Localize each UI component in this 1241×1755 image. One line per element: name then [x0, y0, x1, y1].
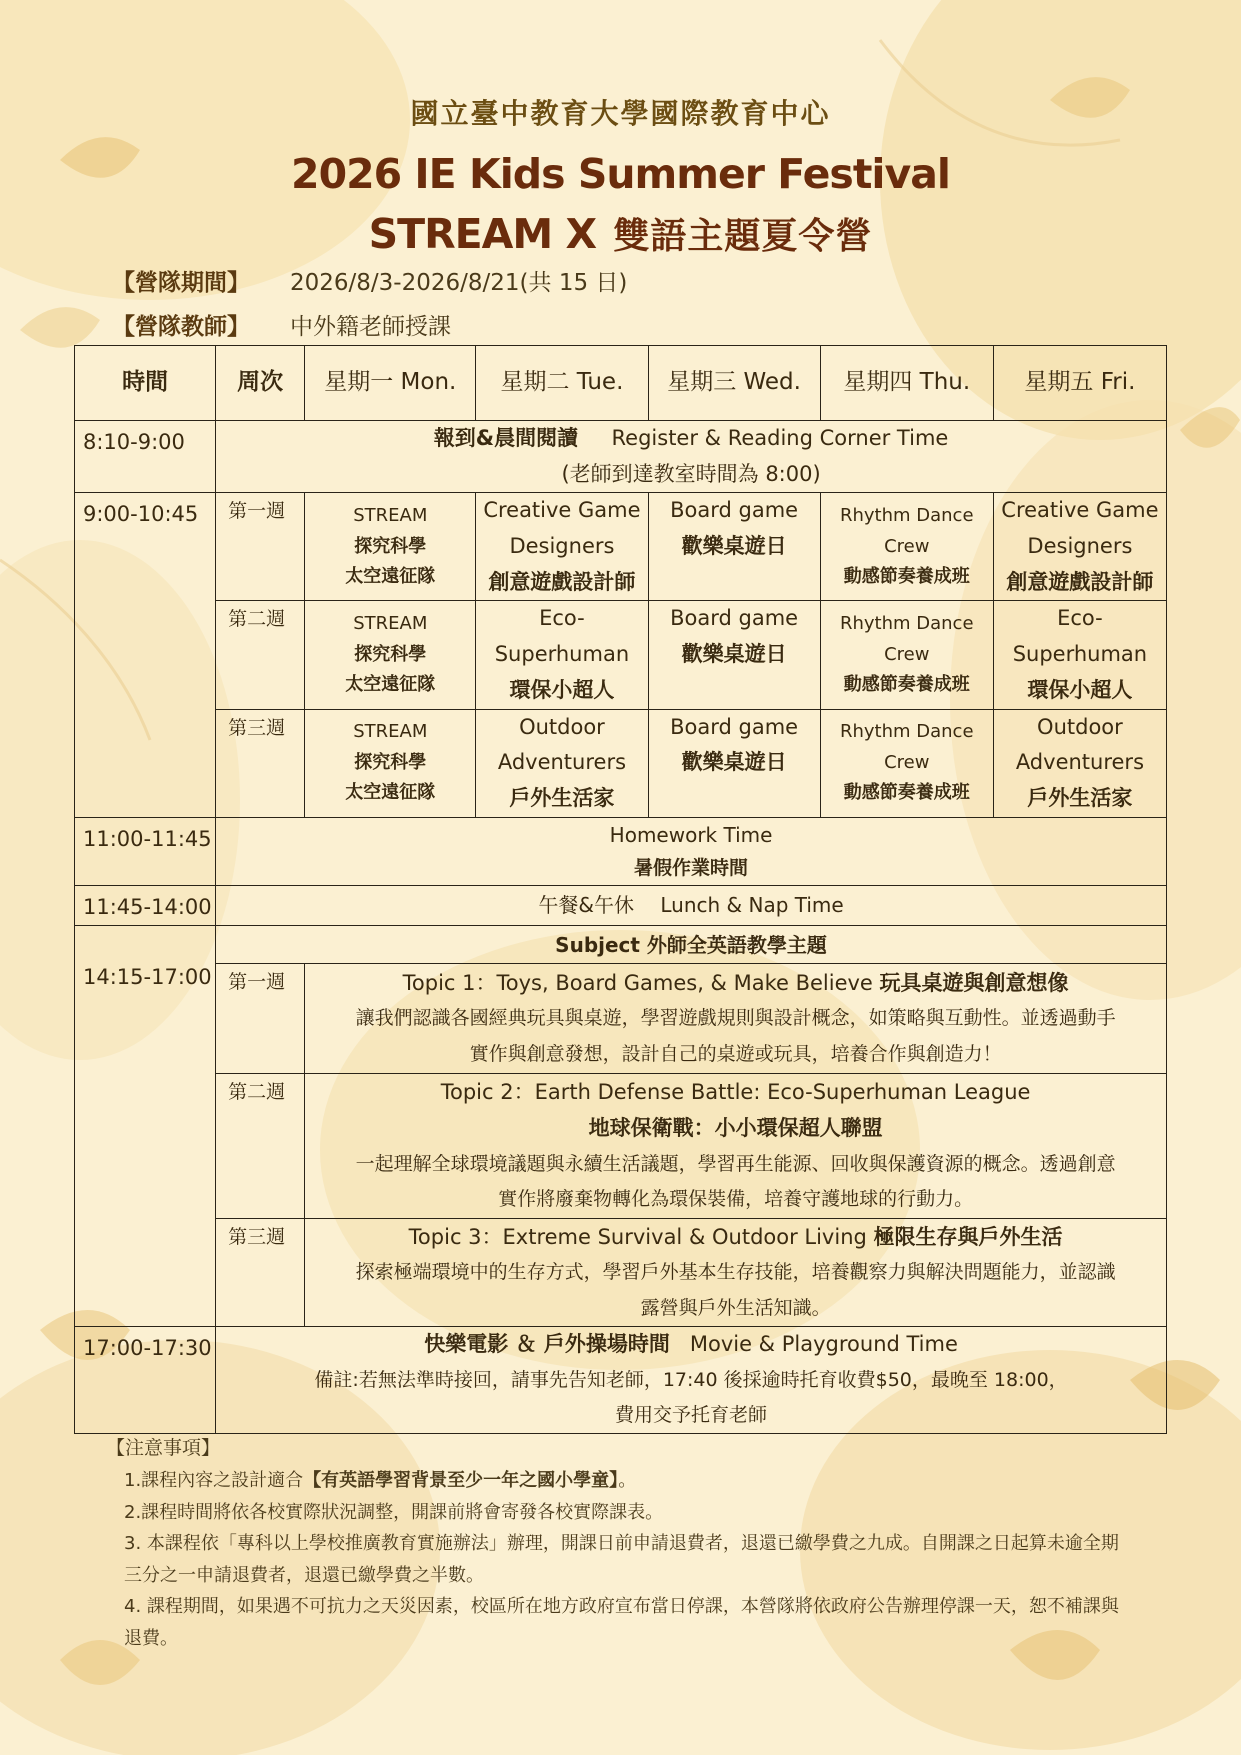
time-cell: 17:00-17:30	[75, 1327, 216, 1434]
schedule-table	[74, 345, 1167, 1434]
evening-cell: 快樂電影 ＆ 戶外操場時間 Movie & Playground Time 備註:若無法準時接回，請事先告知老師，17:40 後採逾時托育收費$50，最晚至 18:00， 費用交予托育老師	[216, 1327, 1167, 1434]
topic-cell: Topic 3：Extreme Survival & Outdoor Living 極限生存與戶外生活 探索極端環境中的生存方式，學習戶外基本生存技能，培養觀察力與解決問題能力，並認識 露營與戶外生活知識。	[305, 1219, 1167, 1327]
header-fri: 星期五 Fri.	[993, 346, 1166, 421]
organization-title: 國立臺中教育大學國際教育中心	[410, 97, 831, 130]
header-tue: 星期二 Tue.	[476, 346, 648, 421]
checkin-en: Register & Reading Corner Time	[611, 426, 949, 450]
header-thu: 星期四 Thu.	[820, 346, 993, 421]
week-label: 第二週	[216, 601, 305, 709]
activity-cell: Board game 歡樂桌遊日	[648, 601, 820, 709]
header-mon: 星期一 Mon.	[305, 346, 476, 421]
note-item: 1.課程內容之設計適合【有英語學習背景至少一年之國小學童】。	[124, 1470, 637, 1492]
checkin-row	[75, 421, 1167, 493]
activity-cell: STREAM 探究科學 太空遠征隊	[305, 493, 476, 601]
topic-cell: Topic 2：Earth Defense Battle: Eco-Superhuman League 地球保衛戰：小小環保超人聯盟 一起理解全球環境議題與永續生活議題，學習再生能源、回收與保護資源的概念。透過創意 實作將廢棄物轉化為環保裝備，培養守護地球的行動力。	[305, 1074, 1167, 1219]
event-title: 2026 IE Kids Summer Festival	[291, 150, 950, 198]
subtitle-zh: 雙語主題夏令營	[613, 216, 873, 257]
activity-cell: Eco- Superhuman 環保小超人	[993, 601, 1166, 709]
checkin-cell	[216, 421, 1167, 493]
activity-cell: Board game 歡樂桌遊日	[648, 709, 820, 817]
topic3-row	[75, 1219, 1167, 1327]
time-cell: 9:00-10:45	[75, 493, 216, 817]
activity-cell: Eco- Superhuman 環保小超人	[476, 601, 648, 709]
note-item: 3. 本課程依「專科以上學校推廣教育實施辦法」辦理，開課日前申請退費者，退還已繳學費之九成。自開課之日起算未逾全期	[124, 1533, 1119, 1555]
note-item-cont: 退費。	[124, 1627, 178, 1649]
week-label: 第一週	[216, 964, 305, 1074]
lunch-cell: 午餐&午休 Lunch & Nap Time	[216, 885, 1167, 926]
time-cell: 11:45-14:00	[75, 885, 216, 926]
week-label: 第三週	[216, 709, 305, 817]
activity-cell: Rhythm Dance Crew 動感節奏養成班	[820, 493, 993, 601]
activity-cell: Rhythm Dance Crew 動感節奏養成班	[820, 601, 993, 709]
subject-cell: Subject 外師全英語教學主題	[216, 926, 1167, 964]
week-label: 第一週	[216, 493, 305, 601]
subject-row	[75, 926, 1167, 964]
topic2-row	[75, 1074, 1167, 1219]
note-item: 2.課程時間將依各校實際狀況調整，開課前將會寄發各校實際課表。	[124, 1501, 664, 1523]
week-label: 第三週	[216, 1219, 305, 1327]
morning-week3-row	[75, 709, 1167, 817]
morning-week2-row	[75, 601, 1167, 709]
camp-period-row	[112, 264, 627, 297]
header-time: 時間	[75, 346, 216, 421]
notes-section	[106, 1432, 1172, 1654]
homework-row	[75, 817, 1167, 885]
lunch-row	[75, 885, 1167, 926]
topic1-row	[75, 964, 1167, 1074]
activity-cell: Creative Game Designers 創意遊戲設計師	[476, 493, 648, 601]
header-week: 周次	[216, 346, 305, 421]
header-row	[75, 346, 1167, 421]
week-label: 第二週	[216, 1074, 305, 1219]
homework-cell: Homework Time 暑假作業時間	[216, 817, 1167, 885]
activity-cell: Outdoor Adventurers 戶外生活家	[993, 709, 1166, 817]
time-cell: 11:00-11:45	[75, 817, 216, 885]
camp-teacher-label: 【營隊教師】	[112, 314, 250, 340]
subtitle-en: STREAM X	[368, 210, 597, 258]
camp-period-value: 2026/8/3-2026/8/21(共 15 日)	[290, 270, 628, 296]
camp-teacher-row	[112, 308, 451, 341]
note-item-cont: 三分之一申請退費者，退還已繳學費之半數。	[124, 1564, 484, 1586]
camp-teacher-value: 中外籍老師授課	[290, 314, 451, 340]
activity-cell: Board game 歡樂桌遊日	[648, 493, 820, 601]
time-cell: 8:10-9:00	[75, 421, 216, 493]
camp-period-label: 【營隊期間】	[112, 270, 250, 296]
topic-cell: Topic 1：Toys, Board Games, & Make Believe 玩具桌遊與創意想像 讓我們認識各國經典玩具與桌遊，學習遊戲規則與設計概念，如策略與互動性。並透過動手 實作與創意發想，設計自己的桌遊或玩具，培養合作與創造力！	[305, 964, 1167, 1074]
activity-cell: Creative Game Designers 創意遊戲設計師	[993, 493, 1166, 601]
morning-week1-row	[75, 493, 1167, 601]
activity-cell: STREAM 探究科學 太空遠征隊	[305, 601, 476, 709]
checkin-zh: 報到&晨間閱讀	[433, 426, 579, 450]
checkin-note: (老師到達教室時間為 8:00)	[561, 461, 821, 486]
event-subtitle	[0, 208, 1241, 259]
notes-title: 【注意事項】	[106, 1437, 221, 1459]
evening-row	[75, 1327, 1167, 1434]
activity-cell: Rhythm Dance Crew 動感節奏養成班	[820, 709, 993, 817]
time-cell: 14:15-17:00	[75, 926, 216, 1327]
activity-cell: STREAM 探究科學 太空遠征隊	[305, 709, 476, 817]
header-wed: 星期三 Wed.	[648, 346, 820, 421]
activity-cell: Outdoor Adventurers 戶外生活家	[476, 709, 648, 817]
note-item: 4. 課程期間，如果遇不可抗力之天災因素，校區所在地方政府宣布當日停課，本營隊將依政府公告辦理停課一天，恕不補課與	[124, 1596, 1119, 1618]
